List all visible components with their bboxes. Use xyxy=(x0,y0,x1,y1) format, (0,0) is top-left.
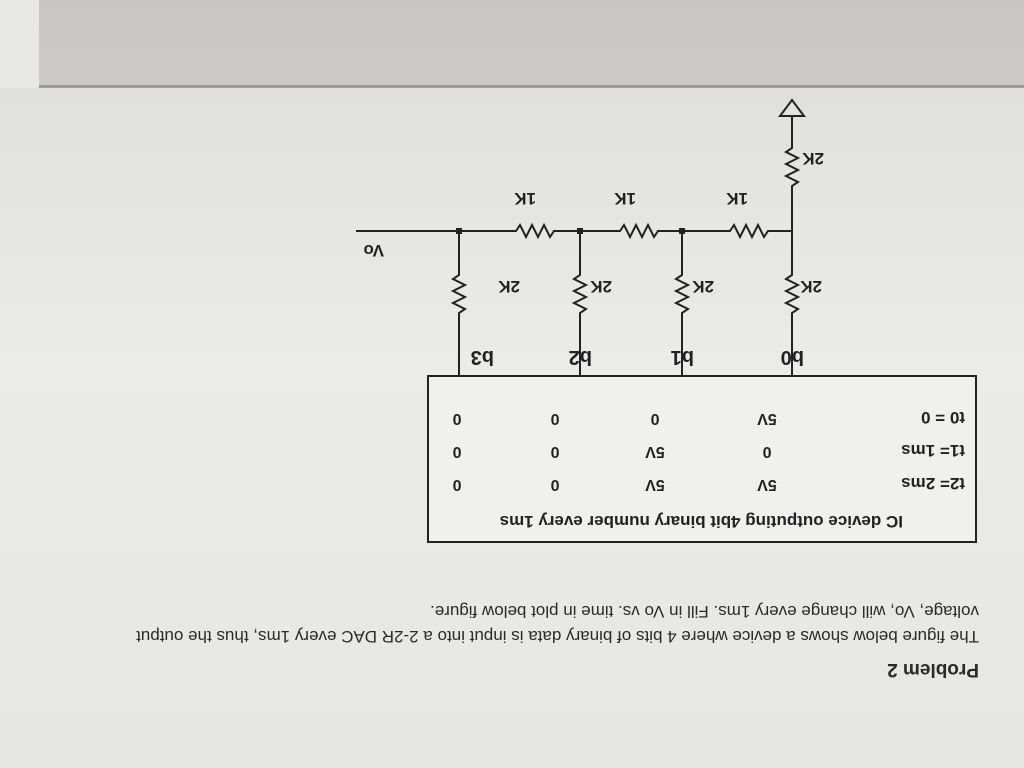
leg-label-b0: 2K xyxy=(800,277,822,296)
value-t1-b1: 5V xyxy=(645,443,665,460)
bit-label-b2: b2 xyxy=(568,346,592,368)
value-t2-b0: 5V xyxy=(757,476,777,493)
value-t1-b0: 0 xyxy=(762,443,772,460)
value-t2-b3: 0 xyxy=(452,476,462,493)
value-t2-b1: 5V xyxy=(645,476,665,493)
value-t0-b0: 5V xyxy=(757,410,777,427)
value-t0-b1: 0 xyxy=(650,410,660,427)
value-t0-b3: 0 xyxy=(452,410,462,427)
series-label-2: 1K xyxy=(614,189,636,208)
ground-resistor-label: 2K xyxy=(802,149,824,168)
node-dot-2 xyxy=(577,228,583,234)
time-t2: t2= 2ms xyxy=(901,474,965,493)
leg-label-b2: 2K xyxy=(590,277,612,296)
leg-label-b1: 2K xyxy=(692,277,714,296)
value-t2-b2: 0 xyxy=(550,476,560,493)
series-label-3: 1K xyxy=(514,189,536,208)
leg-label-b3: 2K xyxy=(498,277,520,296)
leg-resistor-b0 xyxy=(786,231,798,375)
leg-resistor-b3 xyxy=(453,231,465,375)
time-t0: t0 = 0 xyxy=(921,408,965,427)
leg-resistor-b1 xyxy=(676,231,688,375)
time-t1: t1= 1ms xyxy=(901,441,965,460)
bit-label-b3: b3 xyxy=(470,346,494,368)
problem-line-1: The figure below shows a device where 4 bits of binary data is input into a 2-2R DAC every 1ms, thus the output xyxy=(136,627,979,646)
value-t0-b2: 0 xyxy=(550,410,560,427)
leg-resistor-b2 xyxy=(574,231,586,375)
node-dot-1 xyxy=(679,228,685,234)
ground-resistor xyxy=(786,126,798,231)
series-resistor-2 xyxy=(580,225,682,237)
value-t1-b2: 0 xyxy=(550,443,560,460)
ground-icon xyxy=(780,100,804,116)
problem-line-2: voltage, Vo, will change every 1ms. Fill in Vo vs. time in plot below figure. xyxy=(430,602,979,621)
series-resistor-3 xyxy=(459,225,580,237)
ic-title: IC device outputing 4bit binary number every 1ms xyxy=(499,512,903,531)
output-label: Vo xyxy=(363,241,384,260)
series-resistor-1 xyxy=(682,225,792,237)
problem-title: Problem 2 xyxy=(887,659,979,680)
series-label-1: 1K xyxy=(726,189,748,208)
value-t1-b3: 0 xyxy=(452,443,462,460)
bit-label-b1: b1 xyxy=(670,346,694,368)
bit-label-b0: b0 xyxy=(780,346,804,368)
node-dot-3 xyxy=(456,228,462,234)
